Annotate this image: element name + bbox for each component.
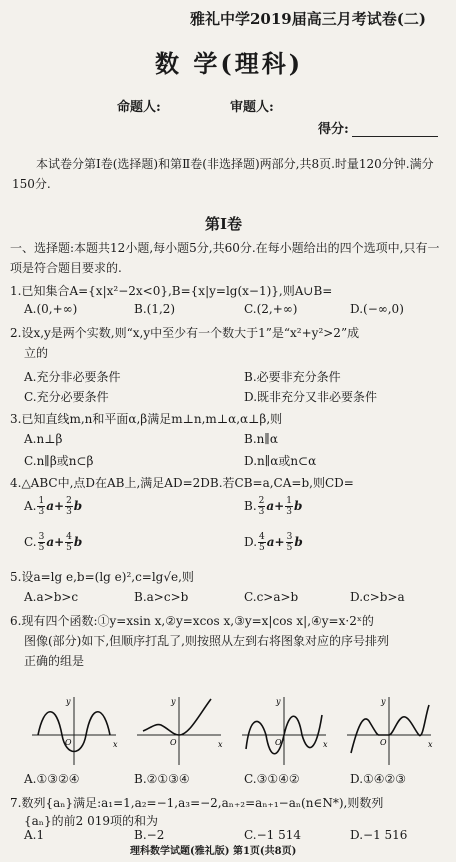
section-intro: 一、选择题:本题共12小题,每小题5分,共60分.在每小题给出的四个选项中,只有一项是符合题目要求的. <box>10 241 440 275</box>
q3-stem: 3.已知直线m,n和平面α,β满足m⊥n,m⊥α,α⊥β,则 <box>10 412 283 426</box>
q4-d-frac2-num: 3 <box>286 532 293 542</box>
q1-stem: 1.已知集合A={x|x²−2x<0},B={x|y=lg(x−1)},则A∪B= <box>10 284 333 298</box>
q7-option-c[interactable]: C.−1 514 <box>244 828 301 842</box>
q4-stem: 4.△ABC中,点D在AB上,满足AD=2DB.若CB=a,CA=b,则CD= <box>10 476 354 490</box>
q5-option-c[interactable]: C.c>a>b <box>244 590 299 604</box>
q4-b-frac1-den: 3 <box>258 507 265 517</box>
q4-b-frac1-num: 2 <box>258 496 265 506</box>
q4-option-b[interactable] <box>244 496 302 517</box>
q4-option-c[interactable] <box>24 532 82 553</box>
q4-a-end: b <box>73 499 83 513</box>
q4-option-a[interactable] <box>24 496 82 517</box>
q1-option-b[interactable]: B.(1,2) <box>134 302 176 316</box>
q4-a-frac2-den: 3 <box>66 507 72 517</box>
q4-c-frac2-num: 4 <box>66 532 72 542</box>
function-graph-1 <box>30 695 118 767</box>
reviewer-label: 审题人: <box>230 100 274 115</box>
graph4-origin: O <box>380 738 387 747</box>
school-title: 雅礼中学2019届高三月考试卷(二) <box>190 10 426 28</box>
graph3-origin: O <box>275 738 282 747</box>
q4-a-frac1-den: 3 <box>38 507 45 517</box>
q5-stem: 5.设a=lg e,b=(lg e)²,c=lg√e,则 <box>10 570 194 584</box>
q1-option-d[interactable]: D.(−∞,0) <box>350 302 404 316</box>
q4-b-frac1 <box>258 496 266 517</box>
graph4-y-label: y <box>381 697 386 706</box>
q5-option-b[interactable]: B.a>c>b <box>134 590 189 604</box>
q2-option-d[interactable]: D.既非充分又非必要条件 <box>244 390 378 404</box>
q4-c-frac1-den: 5 <box>38 543 45 553</box>
q4-a-frac1-num: 1 <box>38 496 45 506</box>
q3-option-d[interactable]: D.n∥α或n⊂α <box>244 454 317 468</box>
q4-a-frac2 <box>65 496 73 517</box>
score-label: 得分: <box>318 122 349 137</box>
q3-option-a[interactable]: A.n⊥β <box>24 432 63 446</box>
q6-option-d[interactable]: D.①④②③ <box>350 772 407 786</box>
q6-option-b[interactable]: B.②①③④ <box>134 772 190 786</box>
exam-instructions: 本试卷分第Ⅰ卷(选择题)和第Ⅱ卷(非选择题)两部分,共8页.时量120分钟.满分150分. <box>12 157 434 191</box>
graph2-x-label: x <box>218 740 223 749</box>
q4-option-d[interactable] <box>244 532 303 553</box>
q4-b-end: b <box>293 499 303 513</box>
q4-c-frac2-den: 5 <box>66 543 72 553</box>
graph1-origin: O <box>65 738 72 747</box>
q7-option-a[interactable]: A.1 <box>24 828 45 842</box>
q4-d-end: b <box>294 535 303 549</box>
graph4-curve <box>351 705 429 753</box>
q4-b-frac2-num: 1 <box>286 496 292 506</box>
q6-stem-line2: 图像(部分)如下,但顺序打乱了,则按照从左到右将图象对应的序号排列 <box>24 634 389 648</box>
q4-a-mid: a+ <box>46 499 65 513</box>
q6-option-c[interactable]: C.③①④② <box>244 772 300 786</box>
q7-stem-line2: {aₙ}的前2 019项的和为 <box>24 814 158 828</box>
q3-option-c[interactable]: C.n∥β或n⊂β <box>24 454 94 468</box>
q4-c-frac2 <box>65 532 73 553</box>
q4-b-label: B. <box>244 499 257 513</box>
graph2-y-label: y <box>171 697 176 706</box>
graph1-y-label: y <box>66 697 71 706</box>
subject-title: 数 学(理科) <box>155 49 304 78</box>
q2-stem-line2: 立的 <box>24 346 49 360</box>
graph3-x-label: x <box>323 740 328 749</box>
q4-a-frac1 <box>37 496 45 517</box>
function-graph-3 <box>240 695 328 767</box>
q4-c-frac1-num: 3 <box>38 532 45 542</box>
q4-b-frac2-den: 3 <box>286 507 292 517</box>
q6-stem-line3: 正确的组是 <box>24 654 85 668</box>
q4-d-frac1 <box>258 532 266 553</box>
q2-option-c[interactable]: C.充分必要条件 <box>24 390 109 404</box>
graph3-y-label: y <box>276 697 281 706</box>
q2-stem-line1: 2.设x,y是两个实数,则“x,y中至少有一个数大于1”是“x²+y²>2”成 <box>10 326 360 340</box>
graph2-origin: O <box>170 738 177 747</box>
graph4-x-label: x <box>428 740 433 749</box>
q6-option-a[interactable]: A.①③②④ <box>24 772 80 786</box>
q4-d-frac2-den: 5 <box>286 543 293 553</box>
page-footer: 理科数学试题(雅礼版) 第1页(共8页) <box>130 846 297 857</box>
graph2-curve <box>143 699 211 735</box>
graph1-x-label: x <box>113 740 118 749</box>
q6-stem-line1: 6.现有四个函数:①y=xsin x,②y=xcos x,③y=x|cos x|,④y=x·2ˣ的 <box>10 614 374 628</box>
q7-option-d[interactable]: D.−1 516 <box>350 828 408 842</box>
q4-d-frac1-den: 5 <box>259 543 265 553</box>
q4-c-end: b <box>73 535 83 549</box>
q4-d-frac2 <box>286 532 294 553</box>
score-blank[interactable] <box>352 124 438 137</box>
q4-b-mid: a+ <box>266 499 285 513</box>
q4-b-frac2 <box>285 496 293 517</box>
function-graph-2 <box>135 695 223 767</box>
q4-c-label: C. <box>24 535 37 549</box>
q4-a-label: A. <box>24 499 37 513</box>
q4-d-mid: a+ <box>266 535 285 549</box>
q4-c-mid: a+ <box>46 535 65 549</box>
q5-option-a[interactable]: A.a>b>c <box>24 590 79 604</box>
function-graph-4 <box>345 695 433 767</box>
q4-c-frac1 <box>38 532 46 553</box>
function-graphs <box>30 695 440 767</box>
q4-d-label: D. <box>244 535 258 549</box>
proposer-label: 命题人: <box>117 100 161 115</box>
score-field <box>318 118 438 137</box>
q5-option-d[interactable]: D.c>b>a <box>350 590 405 604</box>
q2-option-a[interactable]: A.充分非必要条件 <box>24 370 121 384</box>
q1-option-c[interactable]: C.(2,+∞) <box>244 302 298 316</box>
q3-option-b[interactable]: B.n∥α <box>244 432 279 446</box>
q7-option-b[interactable]: B.−2 <box>134 828 165 842</box>
section-title: 第Ⅰ卷 <box>205 215 243 233</box>
q7-stem-line1: 7.数列{aₙ}满足:a₁=1,a₂=−1,a₃=−2,aₙ₊₂=aₙ₊₁−aₙ(n∈N*),则数列 <box>10 796 384 810</box>
q4-d-frac1-num: 4 <box>259 532 265 542</box>
q2-option-b[interactable]: B.必要非充分条件 <box>244 370 341 384</box>
q4-a-frac2-num: 2 <box>66 496 72 506</box>
q1-option-a[interactable]: A.(0,+∞) <box>24 302 78 316</box>
